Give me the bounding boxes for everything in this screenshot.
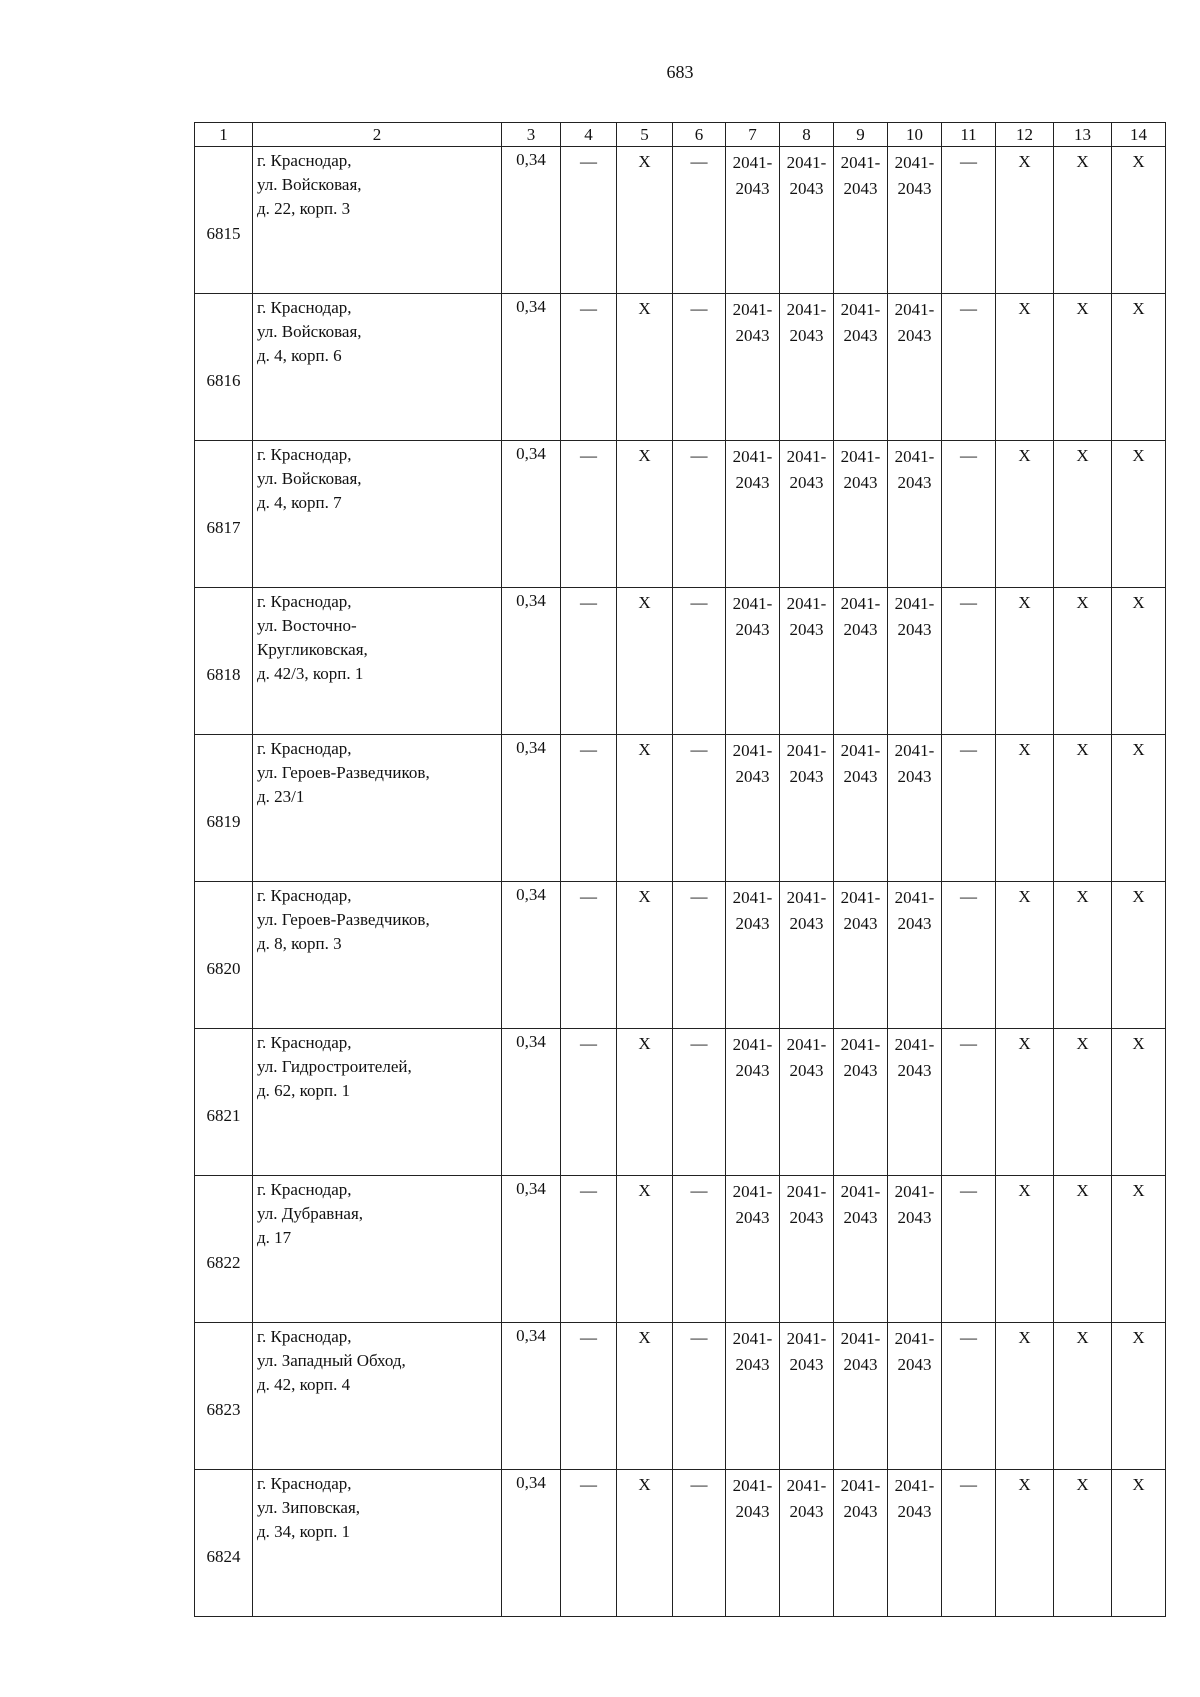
col6-cell: —: [673, 147, 726, 294]
year-range-cell: [834, 1470, 888, 1617]
col11-cell: —: [942, 588, 996, 735]
col14-cell: X: [1112, 147, 1166, 294]
address-line: д. 4, корп. 6: [257, 346, 342, 365]
col14-cell: X: [1112, 735, 1166, 882]
col4-cell: —: [561, 294, 617, 441]
col5-cell: X: [617, 882, 673, 1029]
year-start: 2041-: [840, 594, 881, 613]
address-line: г. Краснодар,: [257, 298, 352, 317]
year-end: 2043: [789, 1502, 824, 1521]
address-line: г. Краснодар,: [257, 445, 352, 464]
year-end: 2043: [843, 473, 878, 492]
column-header: 5: [617, 123, 673, 147]
column-header: 1: [195, 123, 253, 147]
year-start: 2041-: [786, 1476, 827, 1495]
year-end: 2043: [897, 620, 932, 639]
year-end: 2043: [735, 1355, 770, 1374]
year-end: 2043: [735, 620, 770, 639]
year-end: 2043: [789, 767, 824, 786]
address-line: г. Краснодар,: [257, 151, 352, 170]
year-range-cell: [726, 147, 780, 294]
row-number: 6818: [206, 665, 241, 684]
row-number-cell: [195, 1470, 253, 1617]
address-cell: [253, 294, 502, 441]
address-line: г. Краснодар,: [257, 739, 352, 758]
col12-cell: X: [996, 735, 1054, 882]
row-number: 6823: [206, 1400, 241, 1419]
year-range-cell: [780, 1323, 834, 1470]
year-range-cell: [726, 1029, 780, 1176]
year-start: 2041-: [840, 888, 881, 907]
address-line: ул. Зиповская,: [257, 1498, 361, 1517]
table-row: [195, 1470, 1166, 1617]
address-line: ул. Гидростроителей,: [257, 1057, 412, 1076]
row-number-cell: [195, 1029, 253, 1176]
address-line: д. 4, корп. 7: [257, 493, 342, 512]
col4-cell: —: [561, 147, 617, 294]
table-row: [195, 1029, 1166, 1176]
year-end: 2043: [789, 473, 824, 492]
col6-cell: —: [673, 441, 726, 588]
year-range-cell: [780, 588, 834, 735]
address-cell: [253, 1470, 502, 1617]
col14-cell: X: [1112, 882, 1166, 1029]
year-end: 2043: [897, 179, 932, 198]
address-line: Кругликовская,: [257, 640, 368, 659]
address-line: ул. Дубравная,: [257, 1204, 364, 1223]
year-start: 2041-: [786, 741, 827, 760]
address-cell: [253, 147, 502, 294]
year-start: 2041-: [732, 1035, 773, 1054]
year-end: 2043: [789, 1208, 824, 1227]
column-header: 9: [834, 123, 888, 147]
year-start: 2041-: [840, 1476, 881, 1495]
col5-cell: X: [617, 147, 673, 294]
col6-cell: —: [673, 1029, 726, 1176]
col4-cell: —: [561, 1176, 617, 1323]
row-number-cell: [195, 441, 253, 588]
area-cell: 0,34: [502, 882, 561, 1029]
col12-cell: X: [996, 294, 1054, 441]
col13-cell: X: [1054, 882, 1112, 1029]
row-number-cell: [195, 1176, 253, 1323]
col6-cell: —: [673, 588, 726, 735]
row-number: 6816: [206, 371, 241, 390]
year-end: 2043: [789, 620, 824, 639]
year-range-cell: [726, 441, 780, 588]
col5-cell: X: [617, 294, 673, 441]
year-range-cell: [834, 1323, 888, 1470]
address-line: д. 17: [257, 1228, 292, 1247]
col4-cell: —: [561, 1323, 617, 1470]
column-header: 12: [996, 123, 1054, 147]
address-cell: [253, 441, 502, 588]
address-line: г. Краснодар,: [257, 886, 352, 905]
address-line: д. 8, корп. 3: [257, 934, 342, 953]
col6-cell: —: [673, 1323, 726, 1470]
year-range-cell: [888, 1176, 942, 1323]
year-end: 2043: [789, 326, 824, 345]
year-end: 2043: [843, 767, 878, 786]
column-header: 2: [253, 123, 502, 147]
column-header: 8: [780, 123, 834, 147]
col4-cell: —: [561, 588, 617, 735]
address-cell: [253, 1176, 502, 1323]
year-start: 2041-: [840, 153, 881, 172]
area-cell: 0,34: [502, 588, 561, 735]
year-start: 2041-: [786, 888, 827, 907]
year-start: 2041-: [786, 447, 827, 466]
year-end: 2043: [735, 1208, 770, 1227]
column-header: 7: [726, 123, 780, 147]
year-start: 2041-: [786, 1035, 827, 1054]
year-range-cell: [834, 441, 888, 588]
year-range-cell: [780, 147, 834, 294]
row-number-cell: [195, 147, 253, 294]
row-number-cell: [195, 735, 253, 882]
col6-cell: —: [673, 294, 726, 441]
year-range-cell: [888, 294, 942, 441]
address-line: д. 34, корп. 1: [257, 1522, 351, 1541]
col4-cell: —: [561, 1470, 617, 1617]
year-start: 2041-: [894, 594, 935, 613]
year-end: 2043: [843, 179, 878, 198]
table-row: [195, 1323, 1166, 1470]
year-end: 2043: [897, 914, 932, 933]
col12-cell: X: [996, 1323, 1054, 1470]
col6-cell: —: [673, 882, 726, 1029]
column-number-header: [195, 123, 1166, 147]
year-end: 2043: [843, 914, 878, 933]
year-start: 2041-: [732, 1476, 773, 1495]
col14-cell: X: [1112, 1323, 1166, 1470]
row-number: 6824: [206, 1547, 241, 1566]
address-line: ул. Войсковая,: [257, 322, 362, 341]
year-range-cell: [726, 1323, 780, 1470]
year-range-cell: [834, 1176, 888, 1323]
table-row: [195, 588, 1166, 735]
year-range-cell: [726, 588, 780, 735]
col12-cell: X: [996, 1176, 1054, 1323]
year-range-cell: [888, 1029, 942, 1176]
year-range-cell: [780, 294, 834, 441]
table-row: [195, 441, 1166, 588]
year-end: 2043: [843, 1061, 878, 1080]
year-range-cell: [780, 735, 834, 882]
col12-cell: X: [996, 441, 1054, 588]
year-end: 2043: [789, 1061, 824, 1080]
year-end: 2043: [897, 326, 932, 345]
col5-cell: X: [617, 1029, 673, 1176]
year-start: 2041-: [840, 1182, 881, 1201]
year-end: 2043: [843, 1355, 878, 1374]
year-range-cell: [780, 441, 834, 588]
address-line: д. 62, корп. 1: [257, 1081, 351, 1100]
year-range-cell: [726, 294, 780, 441]
col12-cell: X: [996, 588, 1054, 735]
year-start: 2041-: [732, 1329, 773, 1348]
col13-cell: X: [1054, 1470, 1112, 1617]
col5-cell: X: [617, 1470, 673, 1617]
year-range-cell: [888, 882, 942, 1029]
col13-cell: X: [1054, 588, 1112, 735]
col13-cell: X: [1054, 1323, 1112, 1470]
year-start: 2041-: [732, 300, 773, 319]
col13-cell: X: [1054, 441, 1112, 588]
year-end: 2043: [897, 767, 932, 786]
table-row: [195, 294, 1166, 441]
year-start: 2041-: [786, 1329, 827, 1348]
address-line: ул. Войсковая,: [257, 175, 362, 194]
address-line: ул. Героев-Разведчиков,: [257, 910, 430, 929]
year-range-cell: [726, 1470, 780, 1617]
address-line: д. 42, корп. 4: [257, 1375, 351, 1394]
col13-cell: X: [1054, 147, 1112, 294]
year-start: 2041-: [894, 153, 935, 172]
col13-cell: X: [1054, 735, 1112, 882]
year-range-cell: [834, 294, 888, 441]
year-end: 2043: [897, 1061, 932, 1080]
year-start: 2041-: [894, 447, 935, 466]
year-range-cell: [726, 735, 780, 882]
col11-cell: —: [942, 882, 996, 1029]
col5-cell: X: [617, 735, 673, 882]
year-range-cell: [726, 1176, 780, 1323]
col5-cell: X: [617, 588, 673, 735]
area-cell: 0,34: [502, 1176, 561, 1323]
col13-cell: X: [1054, 294, 1112, 441]
row-number: 6822: [206, 1253, 241, 1272]
col14-cell: X: [1112, 1470, 1166, 1617]
area-cell: 0,34: [502, 441, 561, 588]
year-start: 2041-: [786, 594, 827, 613]
address-line: г. Краснодар,: [257, 1327, 352, 1346]
col11-cell: —: [942, 147, 996, 294]
year-start: 2041-: [894, 1182, 935, 1201]
year-range-cell: [888, 147, 942, 294]
address-line: г. Краснодар,: [257, 1180, 352, 1199]
table-body: [195, 147, 1166, 1617]
col4-cell: —: [561, 735, 617, 882]
year-start: 2041-: [732, 447, 773, 466]
year-start: 2041-: [894, 888, 935, 907]
col14-cell: X: [1112, 1029, 1166, 1176]
year-range-cell: [834, 588, 888, 735]
row-number: 6819: [206, 812, 241, 831]
address-line: д. 22, корп. 3: [257, 199, 351, 218]
table-row: [195, 882, 1166, 1029]
row-number: 6821: [206, 1106, 241, 1125]
col4-cell: —: [561, 882, 617, 1029]
column-header: 3: [502, 123, 561, 147]
year-range-cell: [888, 588, 942, 735]
year-end: 2043: [897, 473, 932, 492]
year-range-cell: [780, 1470, 834, 1617]
year-start: 2041-: [732, 594, 773, 613]
page-number: 683: [666, 62, 694, 82]
year-end: 2043: [843, 1502, 878, 1521]
col11-cell: —: [942, 1470, 996, 1617]
year-end: 2043: [897, 1208, 932, 1227]
col11-cell: —: [942, 441, 996, 588]
row-number-cell: [195, 588, 253, 735]
year-range-cell: [780, 1029, 834, 1176]
year-end: 2043: [735, 179, 770, 198]
address-line: ул. Войсковая,: [257, 469, 362, 488]
address-line: г. Краснодар,: [257, 592, 352, 611]
col14-cell: X: [1112, 294, 1166, 441]
address-cell: [253, 1323, 502, 1470]
year-start: 2041-: [732, 153, 773, 172]
row-number: 6820: [206, 959, 241, 978]
col12-cell: X: [996, 147, 1054, 294]
year-start: 2041-: [840, 300, 881, 319]
row-number-cell: [195, 294, 253, 441]
year-range-cell: [888, 1470, 942, 1617]
column-header: 4: [561, 123, 617, 147]
year-end: 2043: [843, 620, 878, 639]
area-cell: 0,34: [502, 294, 561, 441]
address-cell: [253, 1029, 502, 1176]
col11-cell: —: [942, 735, 996, 882]
area-cell: 0,34: [502, 735, 561, 882]
year-start: 2041-: [786, 300, 827, 319]
year-end: 2043: [897, 1502, 932, 1521]
year-range-cell: [834, 882, 888, 1029]
table-row: [195, 147, 1166, 294]
address-line: г. Краснодар,: [257, 1474, 352, 1493]
col14-cell: X: [1112, 441, 1166, 588]
row-number: 6817: [206, 518, 241, 537]
col12-cell: X: [996, 882, 1054, 1029]
register-table: [194, 122, 1166, 1617]
row-number-cell: [195, 1323, 253, 1470]
year-range-cell: [834, 1029, 888, 1176]
col11-cell: —: [942, 1176, 996, 1323]
col11-cell: —: [942, 1029, 996, 1176]
year-start: 2041-: [894, 300, 935, 319]
year-range-cell: [888, 441, 942, 588]
year-range-cell: [888, 1323, 942, 1470]
year-end: 2043: [789, 914, 824, 933]
address-cell: [253, 882, 502, 1029]
col13-cell: X: [1054, 1029, 1112, 1176]
year-range-cell: [780, 1176, 834, 1323]
year-start: 2041-: [732, 741, 773, 760]
row-number-cell: [195, 882, 253, 1029]
col12-cell: X: [996, 1470, 1054, 1617]
year-start: 2041-: [840, 1329, 881, 1348]
address-line: д. 23/1: [257, 787, 305, 806]
col6-cell: —: [673, 1470, 726, 1617]
col5-cell: X: [617, 1176, 673, 1323]
year-start: 2041-: [786, 153, 827, 172]
year-end: 2043: [843, 326, 878, 345]
address-line: ул. Восточно-: [257, 616, 357, 635]
table-row: [195, 735, 1166, 882]
column-header: 10: [888, 123, 942, 147]
area-cell: 0,34: [502, 1029, 561, 1176]
address-line: д. 42/3, корп. 1: [257, 664, 364, 683]
address-cell: [253, 735, 502, 882]
col11-cell: —: [942, 294, 996, 441]
col12-cell: X: [996, 1029, 1054, 1176]
col5-cell: X: [617, 1323, 673, 1470]
address-line: ул. Западный Обход,: [257, 1351, 406, 1370]
col4-cell: —: [561, 1029, 617, 1176]
year-end: 2043: [897, 1355, 932, 1374]
year-range-cell: [780, 882, 834, 1029]
year-end: 2043: [735, 767, 770, 786]
col4-cell: —: [561, 441, 617, 588]
year-end: 2043: [789, 1355, 824, 1374]
col6-cell: —: [673, 735, 726, 882]
year-start: 2041-: [840, 447, 881, 466]
year-start: 2041-: [732, 888, 773, 907]
column-header: 13: [1054, 123, 1112, 147]
col5-cell: X: [617, 441, 673, 588]
year-end: 2043: [735, 1061, 770, 1080]
year-range-cell: [834, 147, 888, 294]
col6-cell: —: [673, 1176, 726, 1323]
year-end: 2043: [735, 914, 770, 933]
year-start: 2041-: [732, 1182, 773, 1201]
table-row: [195, 1176, 1166, 1323]
year-start: 2041-: [840, 1035, 881, 1054]
year-end: 2043: [735, 326, 770, 345]
year-start: 2041-: [840, 741, 881, 760]
year-end: 2043: [843, 1208, 878, 1227]
col14-cell: X: [1112, 588, 1166, 735]
year-range-cell: [834, 735, 888, 882]
year-start: 2041-: [894, 1329, 935, 1348]
column-header: 11: [942, 123, 996, 147]
year-end: 2043: [789, 179, 824, 198]
column-header: 6: [673, 123, 726, 147]
year-range-cell: [726, 882, 780, 1029]
area-cell: 0,34: [502, 1470, 561, 1617]
col13-cell: X: [1054, 1176, 1112, 1323]
col14-cell: X: [1112, 1176, 1166, 1323]
col11-cell: —: [942, 1323, 996, 1470]
area-cell: 0,34: [502, 147, 561, 294]
year-start: 2041-: [786, 1182, 827, 1201]
year-end: 2043: [735, 473, 770, 492]
column-header: 14: [1112, 123, 1166, 147]
year-start: 2041-: [894, 1035, 935, 1054]
address-line: г. Краснодар,: [257, 1033, 352, 1052]
row-number: 6815: [206, 224, 241, 243]
year-start: 2041-: [894, 741, 935, 760]
year-end: 2043: [735, 1502, 770, 1521]
address-cell: [253, 588, 502, 735]
area-cell: 0,34: [502, 1323, 561, 1470]
year-start: 2041-: [894, 1476, 935, 1495]
year-range-cell: [888, 735, 942, 882]
address-line: ул. Героев-Разведчиков,: [257, 763, 430, 782]
